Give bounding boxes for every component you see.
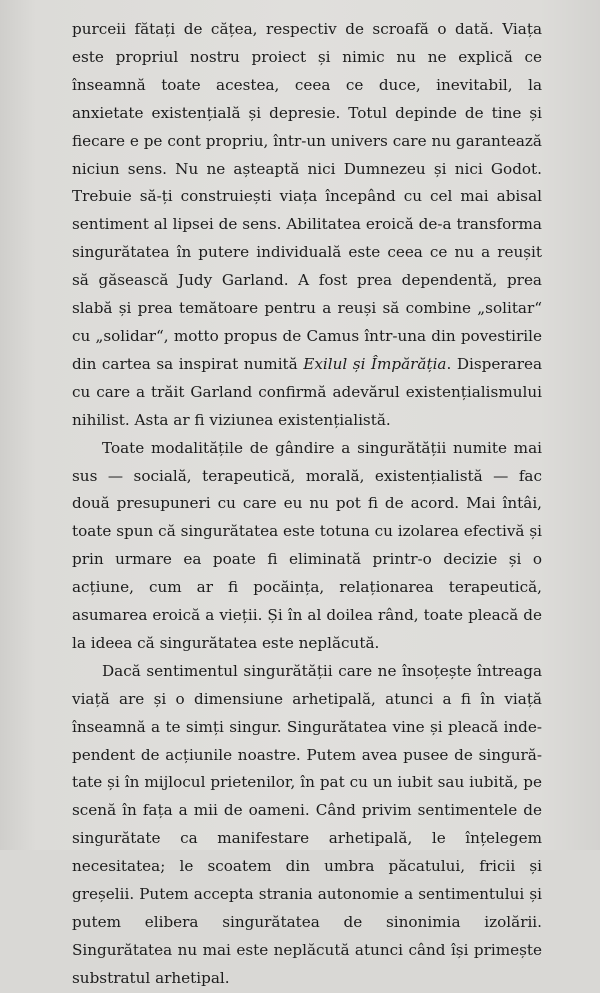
- paragraph-1-run-1: purceii fătați de cățea, respectiv de scroafă o dată. Viața este propriul nostru proiect și nimic nu ne explică ce înseamnă toate acestea, ceea ce duce, inevitabil, la anxietate existențială și depresie. Totul depinde de tine și fiecare e pe cont propriu, într-un univers care nu garantează niciun sens. Nu ne așteaptă nici Dumnezeu și nici Godot. Trebuie să-ți construiești viața începând cu cel mai abisal sentiment al lipsei de sens. Abilitatea eroică de-a transforma singurătatea în putere individuală este ceea ce nu a reușit să găsească Judy Garland. A fost prea dependentă, prea slabă și prea temătoare pentru a reuși să combine „solitar“ cu „solidar“, motto propus de Camus într-una din povestirile din cartea sa inspirat numită: [72, 20, 542, 373]
- paragraph-3-run-1: Dacă sentimentul singurătății care ne însoțește întreaga viață are și o dimensiune arhetipală, atunci a fi în viață înseamnă a te simți singur. Singurătatea vine și pleacă independent de acțiunile noastre. Putem avea pusee de singurătate și în mijlocul prietenilor, în pat cu un iubit sau iubită, pe scenă în fața a mii de oameni. Când privim sentimentele de singurătate ca manifestare arhetipală, le înțelegem necesitatea; le scoatem din umbra păcatului, fricii și greșelii. Putem accepta strania autonomie a sentimentului și putem elibera singurătatea de sinonimia izolării. Singurătatea nu mai este neplăcută atunci când își primește substratul arhetipal.: [72, 661, 542, 987]
- paragraph-2: [72, 435, 542, 658]
- book-title-exilul-si-imparatia: Exilul și Împărăția: [303, 354, 447, 373]
- paragraph-1: [72, 16, 542, 435]
- paragraph-1-run-3: . Disperarea cu care a trăit Garland confirmă adevărul existențialismului nihilist. Asta ar fi viziunea existențialistă.: [72, 354, 542, 429]
- paragraph-3: [72, 658, 542, 993]
- body-text: [72, 16, 542, 993]
- paragraph-2-run-1: Toate modalitățile de gândire a singurătății numite mai sus — socială, terapeutică, morală, existențialistă — fac două presupuneri cu care eu nu pot fi de acord. Mai întâi, toate spun că singurătatea este totuna cu izolarea efectivă și prin urmare ea poate fi eliminată printr-o decizie și o acțiune, cum ar fi pocăința, relaționarea terapeutică, asumarea eroică a vieții. Și în al doilea rând, toate pleacă de la ideea că singurătatea este neplăcută.: [72, 438, 542, 652]
